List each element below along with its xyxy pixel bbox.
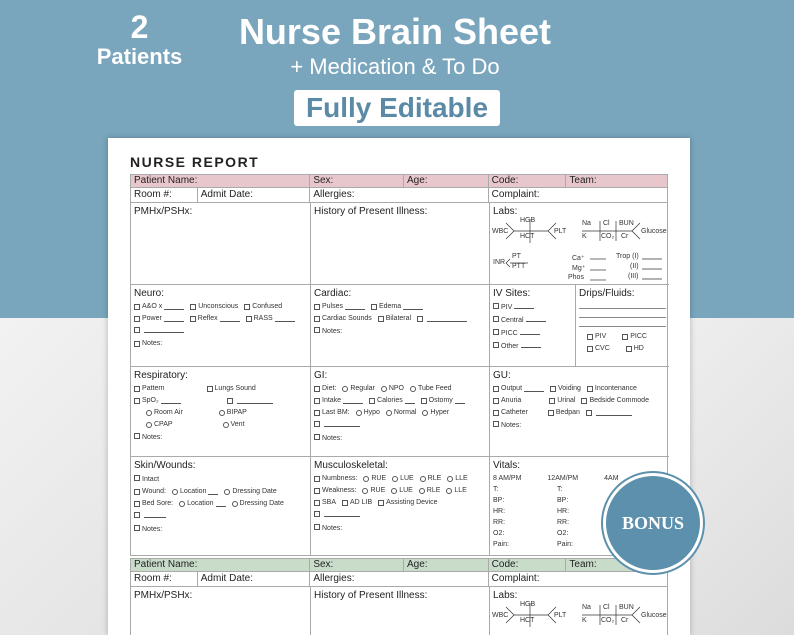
- patient2-pmhx-label: PMHx/PSHx:: [134, 590, 193, 601]
- skin-notes-option[interactable]: Notes:: [134, 525, 303, 533]
- lab-ptt: PTT: [512, 263, 526, 270]
- team-field[interactable]: Team:: [569, 175, 597, 186]
- skin-bed-sore-option[interactable]: Bed Sore:: [134, 500, 173, 507]
- vitals-col-1[interactable]: T: BP: HR: RR: O2: Pain:: [493, 486, 509, 548]
- patient1-grid: [130, 203, 668, 556]
- skin-sore-dressing-option[interactable]: Dressing Date: [232, 500, 284, 507]
- msk-adlib-option[interactable]: AD LIB: [342, 499, 372, 506]
- patient2-header-row: [130, 558, 668, 572]
- skin-other-option[interactable]: [134, 512, 303, 520]
- p2-lab-hct: HCT: [520, 617, 535, 624]
- resp-notes-option[interactable]: Notes:: [134, 433, 303, 441]
- gu-other-option[interactable]: [586, 410, 632, 416]
- labs-diagram: [490, 215, 668, 283]
- cardiac-sounds-option[interactable]: Cardiac Sounds: [314, 315, 372, 322]
- patient2-hpi-label: History of Present Illness:: [314, 590, 428, 601]
- gu-urinal-option[interactable]: Urinal: [549, 397, 575, 404]
- neuro-notes-option[interactable]: Notes:: [134, 340, 162, 347]
- hpi-cell[interactable]: [311, 203, 490, 285]
- drip-line-2[interactable]: [579, 312, 666, 318]
- pmhx-label: PMHx/PSHx:: [134, 206, 193, 217]
- skin-wound-option[interactable]: Wound:: [134, 488, 166, 495]
- gi-notes-option[interactable]: Notes:: [314, 434, 482, 442]
- neuro-ao-option[interactable]: A&O x: [134, 303, 184, 310]
- patient2-pmhx-cell[interactable]: [131, 587, 311, 635]
- code-field[interactable]: Code:: [489, 175, 567, 187]
- gu-commode-option[interactable]: Bedside Commode: [581, 397, 649, 404]
- drip-line-3[interactable]: [579, 321, 666, 327]
- gu-notes-option[interactable]: Notes:: [493, 421, 662, 429]
- lab-inr: INR: [493, 259, 506, 266]
- lab-phos: Phos: [568, 274, 584, 281]
- complaint-field[interactable]: Complaint:: [491, 189, 540, 200]
- gi-diet-option[interactable]: Diet:: [314, 385, 336, 392]
- resp-other-option[interactable]: [227, 398, 273, 404]
- admit-date-field[interactable]: Admit Date:: [198, 188, 311, 202]
- gu-bedpan-option[interactable]: Bedpan: [548, 409, 580, 416]
- lab-cl: Cl: [603, 220, 610, 227]
- patient2-hpi-cell[interactable]: [311, 587, 490, 635]
- patient2-code-field[interactable]: Code:: [489, 559, 567, 571]
- patient2-grid: [130, 587, 668, 635]
- gi-npo-option[interactable]: NPO: [381, 385, 404, 392]
- drip-picc-option[interactable]: PICC: [622, 333, 647, 340]
- p2-lab-plt: PLT: [554, 612, 567, 619]
- vitals-col-2[interactable]: T: BP: HR: RR: O2: Pain:: [557, 486, 573, 548]
- patient1-header-row: [130, 174, 668, 188]
- cardiac-edema-option[interactable]: Edema: [371, 303, 423, 310]
- msk-numb-lle[interactable]: LLE: [447, 475, 467, 482]
- cardiac-other-option[interactable]: [417, 316, 467, 322]
- patient1-second-row: [130, 188, 668, 203]
- patient2-complaint-field[interactable]: Complaint:: [491, 573, 540, 584]
- drips-title: Drips/Fluids:: [579, 288, 635, 299]
- msk-weakness-option[interactable]: Weakness:: [314, 487, 357, 494]
- neuro-power-option[interactable]: Power: [134, 315, 184, 322]
- skin-title: Skin/Wounds:: [134, 460, 196, 471]
- msk-weak-rue[interactable]: RUE: [362, 487, 385, 494]
- gi-ostomy-option[interactable]: Ostomy: [421, 397, 465, 404]
- msk-numb-lue[interactable]: LUE: [392, 475, 414, 482]
- drips-cell: [576, 285, 669, 367]
- sex-field[interactable]: Sex:: [310, 175, 404, 187]
- lab-pt: PT: [512, 253, 521, 260]
- iv-cell: [490, 285, 576, 367]
- msk-sba-option[interactable]: SBA: [314, 499, 336, 506]
- vitals-time-1: 8 AM/PM: [493, 475, 522, 482]
- cardiac-notes-option[interactable]: Notes:: [314, 327, 482, 335]
- skin-wound-location-option[interactable]: Location: [172, 488, 218, 495]
- vitals-title: Vitals:: [493, 460, 521, 471]
- lab-hgb: HGB: [520, 217, 536, 224]
- msk-weak-rle[interactable]: RLE: [419, 487, 441, 494]
- msk-numb-rle[interactable]: RLE: [420, 475, 442, 482]
- patient2-name-field[interactable]: Patient Name:: [131, 559, 310, 571]
- resp-title: Respiratory:: [134, 370, 188, 381]
- patient2-sex-field[interactable]: Sex:: [310, 559, 404, 571]
- neuro-other-option[interactable]: [134, 327, 303, 335]
- age-field[interactable]: Age:: [404, 175, 489, 187]
- resp-vent-option[interactable]: Vent: [223, 421, 245, 428]
- report-title: NURSE REPORT: [130, 154, 260, 170]
- allergies-field[interactable]: Allergies:: [310, 188, 488, 202]
- gi-cell: [311, 367, 490, 457]
- msk-other-option[interactable]: [314, 511, 482, 519]
- resp-lungs-option[interactable]: Lungs Sound: [207, 385, 256, 392]
- p2-lab-cl: Cl: [603, 604, 610, 611]
- gu-cell: [490, 367, 669, 457]
- patient2-room-field[interactable]: Room #:: [131, 572, 198, 586]
- lab-k: K: [582, 233, 587, 240]
- p2-lab-co2: CO₂: [601, 617, 615, 624]
- resp-cpap-option[interactable]: CPAP: [146, 421, 173, 428]
- msk-weak-lue[interactable]: LUE: [391, 487, 413, 494]
- resp-cell: [131, 367, 311, 457]
- msk-notes-option[interactable]: Notes:: [314, 524, 482, 532]
- gi-hyper-option[interactable]: Hyper: [422, 409, 449, 416]
- drip-piv-option[interactable]: PIV: [587, 333, 606, 340]
- patient2-second-row: [130, 572, 668, 587]
- lab-trop-1: Trop (I): [616, 253, 639, 260]
- gi-other-option[interactable]: [314, 421, 482, 429]
- gi-tube-feed-option[interactable]: Tube Feed: [410, 385, 452, 392]
- neuro-confused-option[interactable]: Confused: [244, 303, 282, 310]
- gu-catheter-option[interactable]: Catheter: [493, 409, 528, 416]
- gi-normal-option[interactable]: Normal: [386, 409, 417, 416]
- msk-numb-rue[interactable]: RUE: [363, 475, 386, 482]
- labs-cell: [490, 203, 669, 285]
- resp-room-air-option[interactable]: Room Air: [146, 409, 183, 416]
- p2-lab-bun: BUN: [619, 604, 634, 611]
- nurse-report-sheet: [108, 138, 690, 635]
- skin-sore-location-option[interactable]: Location: [179, 500, 225, 507]
- gu-incontenance-option[interactable]: Incontenance: [587, 385, 637, 392]
- p2-lab-k: K: [582, 617, 587, 624]
- skin-cell: [131, 457, 311, 556]
- resp-bipap-option[interactable]: BIPAP: [219, 409, 247, 416]
- gi-regular-option[interactable]: Regular: [342, 385, 375, 392]
- iv-piv-option[interactable]: PIV: [493, 303, 568, 311]
- lab-hct: HCT: [520, 233, 535, 240]
- neuro-cell: [131, 285, 311, 367]
- gi-calories-option[interactable]: Calories: [369, 397, 415, 404]
- p2-lab-cr: Cr: [621, 617, 629, 624]
- bonus-badge: [603, 473, 703, 573]
- lab-plt: PLT: [554, 228, 567, 235]
- msk-numbness-option[interactable]: Numbness:: [314, 475, 357, 482]
- lab-co2: CO₂: [601, 233, 615, 240]
- cardiac-bilateral-option[interactable]: Bilateral: [378, 315, 411, 322]
- patient2-labs-cell: [490, 587, 669, 635]
- vitals-time-2: 12AM/PM: [547, 475, 579, 482]
- patient-count-badge: [92, 10, 187, 70]
- cardiac-pulses-option[interactable]: Pulses: [314, 303, 365, 310]
- page-subtitle: + Medication & To Do: [290, 54, 500, 79]
- cardiac-title: Cardiac:: [314, 288, 352, 299]
- lab-glucose: Glucose: [641, 228, 667, 235]
- labs-label: Labs:: [493, 206, 518, 217]
- p2-lab-glucose: Glucose: [641, 612, 667, 619]
- drip-hd-option[interactable]: HD: [626, 345, 644, 352]
- patient2-allergies-field[interactable]: Allergies:: [310, 572, 488, 586]
- gi-intake-option[interactable]: Intake: [314, 397, 363, 404]
- msk-device-option[interactable]: Assisting Device: [378, 499, 437, 506]
- resp-spo2-option[interactable]: SpO₂: [134, 397, 181, 404]
- cardiac-cell: [311, 285, 490, 367]
- neuro-reflex-option[interactable]: Reflex: [190, 315, 240, 322]
- p2-lab-wbc: WBC: [492, 612, 509, 619]
- msk-title: Musculoskeletal:: [314, 460, 388, 471]
- neuro-rass-option[interactable]: RASS: [246, 315, 295, 322]
- patient2-team-field[interactable]: Team:: [569, 559, 597, 570]
- hpi-label: History of Present Illness:: [314, 206, 428, 217]
- vitals-time-3: 4AM: [604, 475, 619, 482]
- lab-wbc: WBC: [492, 228, 509, 235]
- gi-hypo-option[interactable]: Hypo: [356, 409, 380, 416]
- iv-central-option[interactable]: Central: [493, 316, 568, 324]
- bonus-label: BONUS: [621, 512, 684, 533]
- room-field[interactable]: Room #:: [131, 188, 198, 202]
- gi-last-bm-option[interactable]: Last BM:: [314, 409, 350, 416]
- lab-trop-3: (III): [628, 273, 639, 280]
- patient2-age-field[interactable]: Age:: [404, 559, 489, 571]
- drip-line-1[interactable]: [579, 303, 666, 309]
- p2-lab-hgb: HGB: [520, 601, 536, 608]
- lab-bun: BUN: [619, 220, 634, 227]
- lab-ca: Ca⁺: [572, 255, 585, 262]
- pmhx-cell[interactable]: [131, 203, 311, 285]
- gu-title: GU:: [493, 370, 511, 381]
- patient2-admit-date-field[interactable]: Admit Date:: [198, 572, 311, 586]
- iv-other-option[interactable]: Other: [493, 342, 568, 350]
- neuro-title: Neuro:: [134, 288, 165, 299]
- lab-mg: Mg⁺: [572, 265, 586, 272]
- lab-cr: Cr: [621, 233, 629, 240]
- iv-title: IV Sites:: [493, 288, 531, 299]
- p2-lab-na: Na: [582, 604, 591, 611]
- gi-title: GI:: [314, 370, 328, 381]
- iv-picc-option[interactable]: PICC: [493, 329, 568, 337]
- drip-cvc-option[interactable]: CVC: [587, 345, 610, 352]
- patient-count: 2: [130, 9, 149, 45]
- patient-count-label: Patients: [96, 44, 183, 69]
- patient-name-field[interactable]: Patient Name:: [131, 175, 310, 187]
- gu-output-option[interactable]: Output: [493, 385, 544, 392]
- gu-anuria-option[interactable]: Anuria: [493, 397, 521, 404]
- msk-cell: [311, 457, 490, 556]
- msk-weak-lle[interactable]: LLE: [446, 487, 466, 494]
- resp-pattern-option[interactable]: Pattern: [134, 385, 165, 392]
- neuro-unconscious-option[interactable]: Unconscious: [190, 303, 238, 310]
- skin-wound-dressing-option[interactable]: Dressing Date: [224, 488, 276, 495]
- skin-intact-option[interactable]: Intact: [134, 475, 303, 483]
- gu-voiding-option[interactable]: Voiding: [550, 385, 581, 392]
- fully-editable-badge: Fully Editable: [294, 90, 500, 126]
- lab-trop-2: (II): [630, 263, 639, 270]
- lab-na: Na: [582, 220, 591, 227]
- patient2-labs-label: Labs:: [493, 590, 518, 601]
- page-title: Nurse Brain Sheet: [238, 11, 552, 52]
